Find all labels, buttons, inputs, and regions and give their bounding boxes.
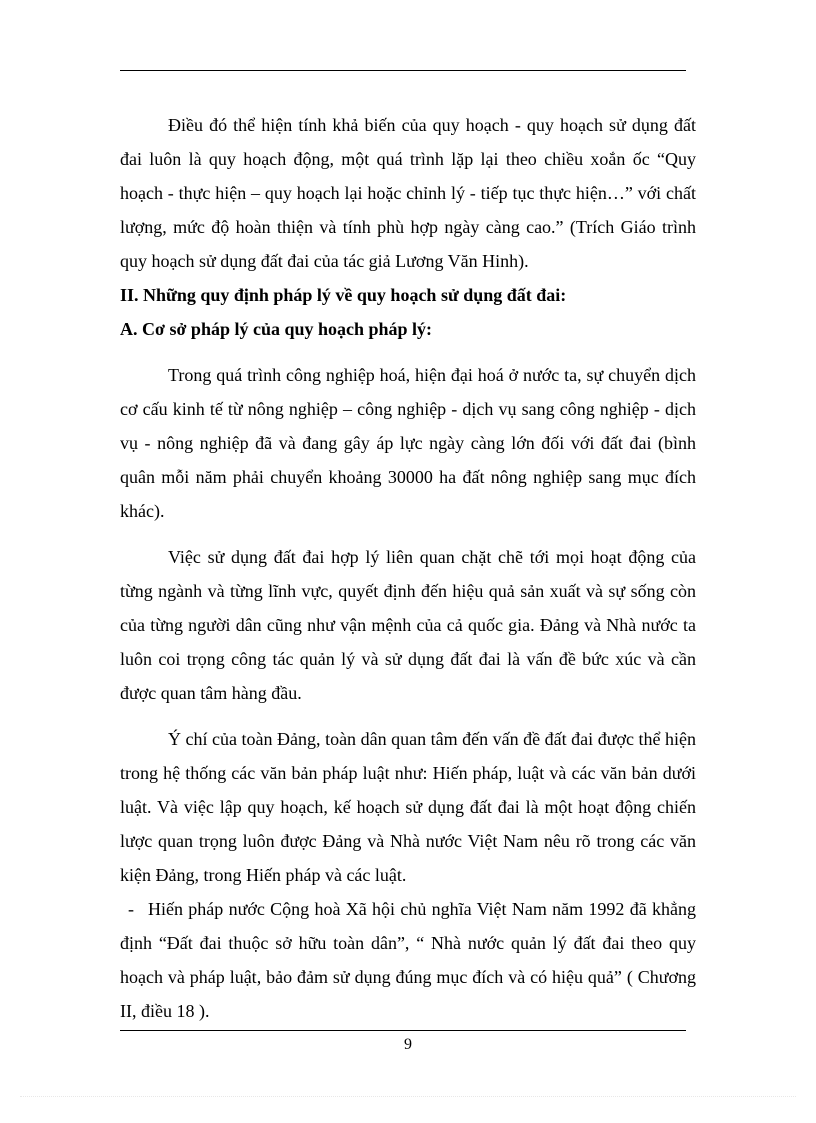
document-body xyxy=(120,108,696,1028)
header-rule xyxy=(120,70,686,71)
bullet-constitution-1992 xyxy=(120,892,696,1028)
paragraph-land-use-importance: Việc sử dụng đất đai hợp lý liên quan chặt chẽ tới mọi hoạt động của từng ngành và từng lĩnh vực, quyết định đến hiệu quả sản xuất và sự sống còn của từng người dân cũng như vận mệnh của cả quốc gia. Đảng và Nhà nước ta luôn coi trọng công tác quản lý và sử dụng đất đai là vấn đề bức xúc và cần được quan tâm hàng đầu. xyxy=(120,547,696,703)
bullet-dash: - xyxy=(128,899,134,919)
page-number: 9 xyxy=(404,1036,412,1053)
footer-rule xyxy=(120,1030,686,1031)
page-edge-dotted-line xyxy=(20,1096,796,1097)
section-heading-ii: II. Những quy định pháp lý về quy hoạch sử dụng đất đai: xyxy=(120,285,567,305)
paragraph-legal-documents: Ý chí của toàn Đảng, toàn dân quan tâm đến vấn đề đất đai được thể hiện trong hệ thống các văn bản pháp luật như: Hiến pháp, luật và các văn bản dưới luật. Và việc lập quy hoạch, kế hoạch sử dụng đất đai là một hoạt động chiến lược quan trọng luôn được Đảng và Nhà nước Việt Nam nêu rõ trong các văn kiện Đảng, trong Hiến pháp và các luật. xyxy=(120,729,696,885)
paragraph-planning-dynamics: Điều đó thể hiện tính khả biến của quy hoạch - quy hoạch sử dụng đất đai luôn là quy hoạch động, một quá trình lặp lại theo chiều xoắn ốc “Quy hoạch - thực hiện – quy hoạch lại hoặc chỉnh lý - tiếp tục thực hiện…” với chất lượng, mức độ hoàn thiện và tính phù hợp ngày càng cao.” (Trích Giáo trình quy hoạch sử dụng đất đai của tác giả Lương Văn Hinh). xyxy=(120,115,696,271)
paragraph-industrialization: Trong quá trình công nghiệp hoá, hiện đại hoá ở nước ta, sự chuyển dịch cơ cấu kinh tế từ nông nghiệp – công nghiệp - dịch vụ sang công nghiệp - dịch vụ - nông nghiệp đã và đang gây áp lực ngày càng lớn đối với đất đai (bình quân mỗi năm phải chuyển khoảng 30000 ha đất nông nghiệp sang mục đích khác). xyxy=(120,365,696,521)
bullet-constitution-text: Hiến pháp nước Cộng hoà Xã hội chủ nghĩa Việt Nam năm 1992 đã khẳng định “Đất đai thuộc sở hữu toàn dân”, “ Nhà nước quản lý đất đai theo quy hoạch và pháp luật, bảo đảm sử dụng đúng mục đích và có hiệu quả” ( Chương II, điều 18 ). xyxy=(120,899,696,1021)
subsection-heading-a: A. Cơ sở pháp lý của quy hoạch pháp lý: xyxy=(120,319,433,339)
